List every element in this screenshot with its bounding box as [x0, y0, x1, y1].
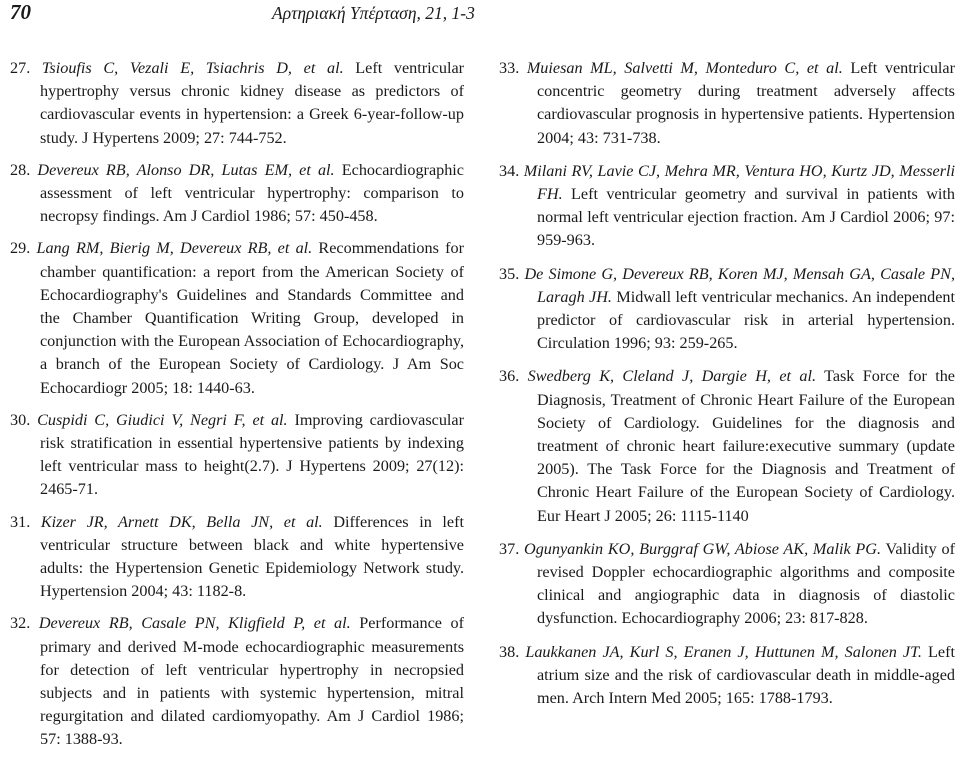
reference-text: Left ventricular geometry and survival in patients with normal left ventricular ejection fraction. Am J Cardiol 2006; 97: 959-963.: [537, 185, 955, 250]
reference-27: [10, 57, 464, 150]
reference-number: 36.: [499, 367, 520, 386]
reference-authors: De Simone G, Devereux RB, Koren MJ, Mensah GA, Casale PN, Laragh JH.: [524, 264, 956, 306]
reference-number: 34.: [499, 161, 520, 180]
reference-authors: Tsioufis C, Vezali E, Tsiachris D, et al.: [41, 59, 344, 77]
reference-authors: Milani RV, Lavie CJ, Mehra MR, Ventura HO, Kurtz JD, Messerli FH.: [523, 161, 955, 204]
reference-text: Performance of primary and derived M-mode echocardiographic measurements for detection of left ventricular hypertrophy in necropsied subjects and in patients with systemic hypertension, mitral regurgitation and dilated cardiomyopathy. Am J Cardiol 1986; 57: 1388-93.: [40, 614, 465, 749]
reference-number: 30.: [10, 410, 31, 429]
reference-38: [499, 641, 955, 711]
reference-number: 37.: [499, 539, 520, 558]
references-right-column: [499, 57, 955, 720]
reference-31: [10, 511, 464, 604]
reference-30: [10, 409, 464, 502]
reference-authors: Devereux RB, Alonso DR, Lutas EM, et al.: [37, 160, 335, 179]
reference-authors: Swedberg K, Cleland J, Dargie H, et al.: [527, 367, 816, 386]
reference-number: 32.: [10, 614, 31, 633]
reference-text: Midwall left ventricular mechanics. An independent predictor of cardiovascular risk in arterial hypertension. Circulation 1996; 93: 259-265.: [537, 287, 955, 353]
reference-authors: Cuspidi C, Giudici V, Negri F, et al.: [37, 410, 288, 429]
reference-authors: Laukkanen JA, Kurl S, Eranen J, Huttunen M, Salonen JT.: [525, 642, 922, 661]
reference-authors: Ogunyankin KO, Burggraf GW, Abiose AK, Malik PG.: [524, 539, 882, 558]
reference-text: Left ventricular concentric geometry during treatment adversely affects cardiovascular prognosis in hypertensive patients. Hypertension 2004; 43: 731-738.: [537, 59, 956, 147]
reference-36: [499, 365, 955, 527]
reference-text: Validity of revised Doppler echocardiographic algorithms and composite clinical and angiographic data in diagnosis of diastolic dysfunction. Echocardiography 2006; 23: 817-828.: [537, 539, 956, 628]
reference-number: 28.: [10, 160, 31, 179]
reference-34: [499, 160, 955, 253]
reference-number: 33.: [499, 59, 520, 77]
reference-32: [10, 612, 464, 751]
reference-text: Left ventricular hypertrophy versus chronic kidney disease as predictors of cardiovascular events in hypertension: a Greek 6-year-follow-up study. J Hypertens 2009; 27: 744-752.: [40, 59, 465, 147]
page-header: [0, 0, 960, 30]
reference-text: Left atrium size and the risk of cardiovascular death in middle-aged men. Arch Intern Med 2005; 165: 1788-1793.: [537, 642, 956, 708]
reference-authors: Devereux RB, Casale PN, Kligfield P, et al.: [38, 614, 351, 633]
page-number: 70: [10, 0, 31, 24]
reference-number: 35.: [499, 264, 520, 283]
reference-text: Echocardiographic assessment of left ventricular hypertrophy: comparison to necropsy findings. Am J Cardiol 1986; 57: 450-458.: [40, 160, 464, 226]
reference-number: 27.: [10, 59, 31, 77]
reference-37: [499, 538, 955, 631]
reference-number: 38.: [499, 642, 520, 661]
reference-authors: Muiesan ML, Salvetti M, Monteduro C, et al.: [526, 59, 843, 77]
reference-text: Task Force for the Diagnosis, Treatment of Chronic Heart Failure of the European Society of Cardiology. Guidelines for the diagnosis and treatment of chronic heart failure:executive summary (update 2005). The Task Force for the Diagnosis and Treatment of Chronic Heart Failure of the European Society of Cardiology. Eur Heart J 2005; 26: 1115-1140: [537, 367, 955, 525]
reference-text: Differences in left ventricular structure between black and white hypertensive adults: the Hypertension Genetic Epidemiology Network study. Hypertension 2004; 43: 1182-8.: [40, 512, 464, 601]
reference-authors: Kizer JR, Arnett DK, Bella JN, et al.: [40, 512, 323, 531]
reference-authors: Lang RM, Bierig M, Devereux RB, et al.: [36, 239, 313, 258]
journal-title: Αρτηριακή Υπέρταση, 21, 1-3: [272, 3, 475, 23]
reference-29: [10, 237, 464, 399]
reference-28: [10, 159, 464, 229]
references-left-column: [10, 57, 464, 761]
reference-35: [499, 263, 955, 356]
reference-text: Recommendations for chamber quantification: a report from the American Society of Echocardiography's Guidelines and Standards Committee and the Chamber Quantification Writing Group, developed in conjunction with the European Association of Echocardiography, a branch of the European Society of Cardiology. J Am Soc Echocardiogr 2005; 18: 1440-63.: [40, 239, 465, 397]
reference-text: Improving cardiovascular risk stratification in essential hypertensive patients by indexing left ventricular mass to height(2.7). J Hypertens 2009; 27(12): 2465-71.: [40, 410, 464, 499]
reference-number: 31.: [10, 512, 31, 531]
reference-number: 29.: [10, 239, 31, 258]
reference-33: [499, 57, 955, 150]
